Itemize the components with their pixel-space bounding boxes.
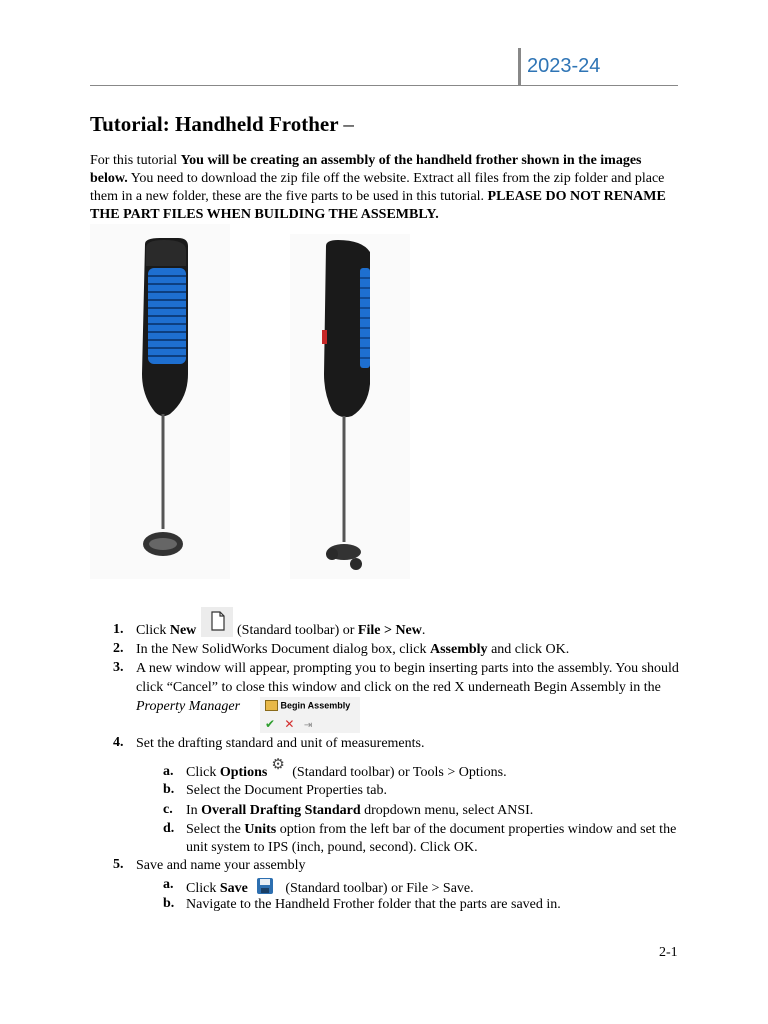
- step-3-line-3: Property Manager: [136, 699, 241, 714]
- step-5a-letter: a.: [163, 877, 174, 892]
- step-1-number: 1.: [113, 622, 124, 637]
- step-5a-post: (Standard toolbar) or File > Save.: [281, 881, 474, 897]
- assembly-icon: [265, 700, 278, 711]
- step-4d-line-2: unit system to IPS (inch, pound, second). Click OK.: [186, 840, 478, 855]
- intro-text-1: For this tutorial: [90, 153, 181, 168]
- step-2-number: 2.: [113, 641, 124, 656]
- step-1-file-new: File > New: [357, 623, 422, 638]
- step-5-number: 5.: [113, 857, 124, 872]
- step-4c-text: [186, 802, 533, 820]
- step-1-text-b: [237, 622, 425, 640]
- step-4c-letter: c.: [163, 802, 173, 817]
- step-4b-text: Select the Document Properties tab.: [186, 783, 387, 798]
- step-4a-letter: a.: [163, 764, 174, 779]
- step-4d-units: Units: [244, 822, 277, 837]
- step-4c-pre: In: [186, 803, 202, 818]
- step-4b-letter: b.: [163, 782, 175, 797]
- step-4d-post: option from the left bar of the document properties window and set the: [276, 822, 677, 837]
- header-year: 2023-24: [527, 55, 601, 77]
- title-dash: –: [343, 112, 354, 136]
- step-1-text-a: [136, 622, 196, 640]
- begin-assembly-header: [265, 700, 350, 711]
- intro-text-2: You need to download the zip file off the website. Extract all files from the zip folder and place them in a new folder, these are the five parts to be used in this tutorial.: [90, 171, 665, 204]
- step-3-line-1: A new window will appear, prompting you to begin inserting parts into the assembly. You should: [136, 661, 679, 676]
- step-4d-pre: Select the: [186, 822, 245, 837]
- step-2-text-c: and click OK.: [487, 642, 570, 657]
- step-4d-letter: d.: [163, 821, 175, 836]
- step-5-text: Save and name your assembly: [136, 858, 306, 873]
- step-3-number: 3.: [113, 660, 124, 675]
- step-4a-post: (Standard toolbar) or Tools > Options.: [288, 765, 507, 781]
- step-5a-pre: Click: [186, 881, 220, 897]
- step-2-assembly: Assembly: [430, 642, 488, 657]
- begin-assembly-actions: [265, 717, 312, 731]
- intro-bold-1: You will be creating an assembly of the handheld frother shown in the images below.: [90, 153, 642, 186]
- new-document-icon[interactable]: [201, 607, 233, 637]
- step-5b-letter: b.: [163, 896, 175, 911]
- step-1-period: .: [421, 623, 426, 638]
- begin-assembly-panel: [260, 697, 360, 733]
- step-2-text: [136, 641, 569, 659]
- intro-bold-2: PLEASE DO NOT RENAME THE PART FILES WHEN BUILDING THE ASSEMBLY.: [90, 189, 666, 222]
- red-x-icon[interactable]: ✕: [284, 717, 295, 731]
- options-gear-icon[interactable]: ⚙: [271, 757, 285, 773]
- step-4c-drafting-standard: Overall Drafting Standard: [201, 803, 361, 818]
- step-4-number: 4.: [113, 735, 124, 750]
- page-number: 2-1: [659, 945, 678, 960]
- step-4-text: Set the drafting standard and unit of measurements.: [136, 736, 425, 751]
- step-4c-post: dropdown menu, select ANSI.: [360, 803, 534, 818]
- title-text: Tutorial: Handheld Frother: [90, 112, 344, 136]
- step-3-line-2: click “Cancel” to close this window and click on the red X underneath Begin Assembly in the: [136, 680, 661, 695]
- step-1-toolbar-text: (Standard toolbar) or: [237, 623, 358, 638]
- step-4a-options: Options: [219, 765, 268, 781]
- step-5b-text: Navigate to the Handheld Frother folder that the parts are saved in.: [186, 897, 561, 912]
- step-4a-pre: Click: [186, 765, 220, 781]
- step-5a-save: Save: [219, 881, 248, 897]
- step-2-text-a: In the New SolidWorks Document dialog box, click: [136, 642, 430, 657]
- pin-icon[interactable]: ⇥: [303, 720, 313, 731]
- step-4d-text: [186, 821, 676, 839]
- step-1-new: New: [169, 623, 197, 638]
- ok-check-icon[interactable]: ✔: [265, 717, 276, 731]
- step-1-click: Click: [136, 623, 170, 638]
- begin-assembly-label: Begin Assembly: [280, 700, 351, 711]
- step-4a-text: [186, 757, 507, 782]
